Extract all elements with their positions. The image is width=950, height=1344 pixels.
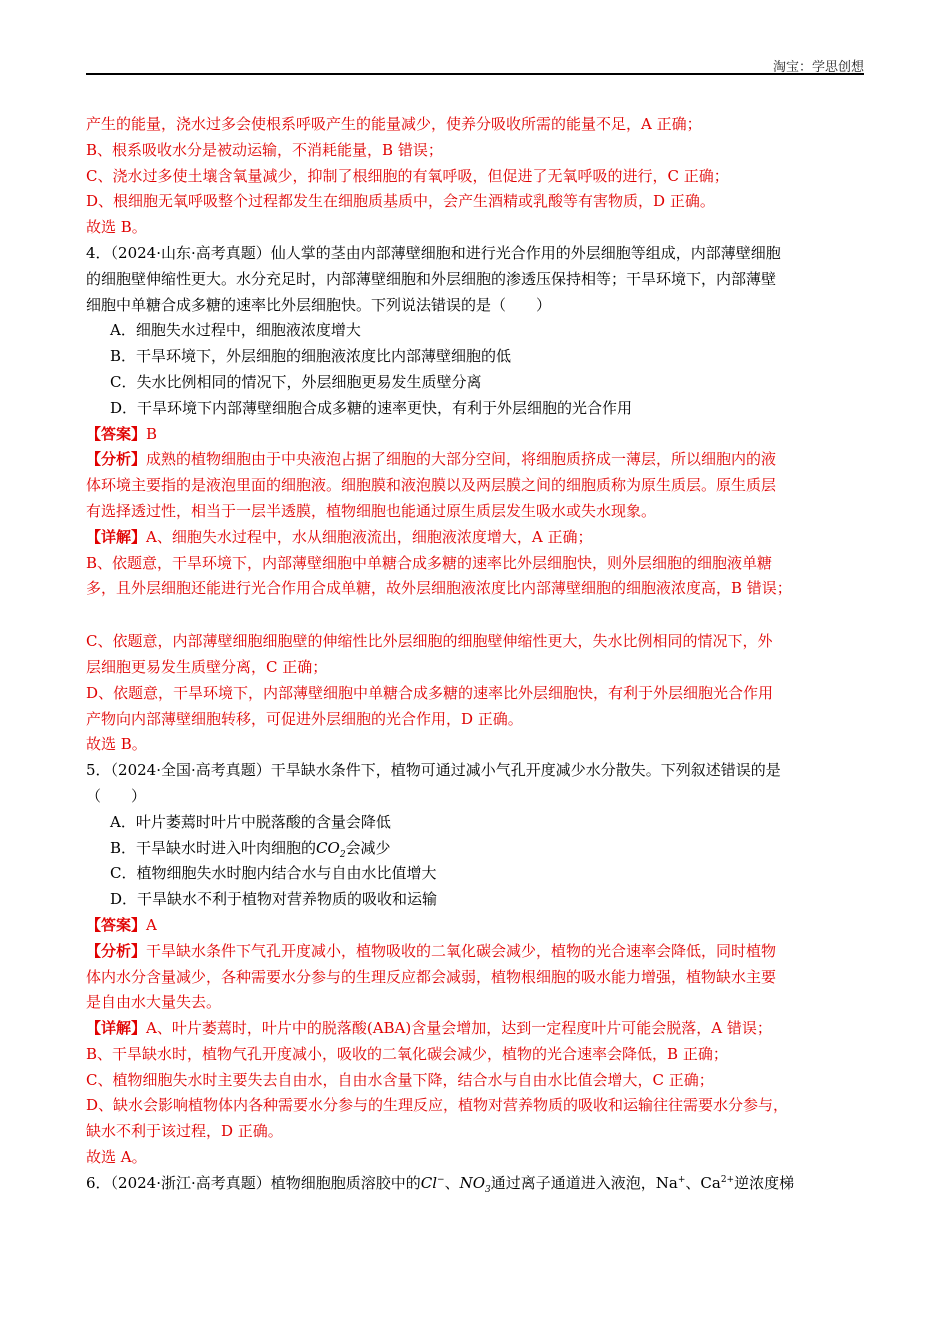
chloride-ion	[421, 1174, 445, 1192]
q4-detail-line: 多，且外层细胞还能进行光合作用合成单糖，故外层细胞液浓度比内部薄壁细胞的细胞液浓度高，B 错误；	[86, 579, 792, 598]
option-text: B．干旱缺水时进入叶肉细胞的	[110, 838, 317, 857]
stem-text: 、Ca	[685, 1173, 721, 1192]
q5-option-a: A．叶片萎蔫时叶片中脱落酸的含量会降低	[110, 812, 391, 831]
q4-option-c: C．失水比例相同的情况下，外层细胞更易发生质壁分离	[110, 372, 482, 391]
q4-detail-line: C、依题意，内部薄壁细胞细胞壁的伸缩性比外层细胞的细胞壁伸缩性更大，失水比例相同的情况下，外	[86, 632, 773, 651]
q3-conclusion: 故选 B。	[86, 218, 147, 237]
header-source: 淘宝：学思创想	[772, 60, 864, 75]
q5-option-b	[86, 836, 864, 862]
analysis-tag: 【分析】	[86, 941, 147, 960]
q4-stem-line: 的细胞壁伸缩性更大。水分充足时，内部薄壁细胞和外层细胞的渗透压保持相等；干旱环境下，内部薄壁	[86, 269, 777, 288]
formula-text: CO	[316, 838, 340, 857]
ion-text: NO	[459, 1173, 486, 1192]
analysis-text: 干旱缺水条件下气孔开度减小，植物吸收的二氧化碳会减少，植物的光合速率会降低，同时植物	[146, 941, 777, 960]
q4-analysis-line	[86, 447, 864, 473]
q6-stem-line	[86, 1171, 864, 1197]
ion-charge: −	[437, 1174, 445, 1185]
blank-line	[86, 602, 864, 629]
q3-explanation-line: 产生的能量，浇水过多会使根系呼吸产生的能量减少，使养分吸收所需的能量不足，A 正确；	[86, 115, 702, 133]
q5-answer	[86, 913, 864, 939]
stem-text: 6．（2024·浙江·高考真题）植物细胞胞质溶胶中的	[86, 1173, 421, 1192]
stem-text: 通过离子通道进入液泡，Na	[490, 1173, 678, 1192]
answer-value: A	[146, 915, 157, 934]
q5-detail-line: C、植物细胞失水时主要失去自由水，自由水含量下降，结合水与自由水比值会增大，C 正确；	[86, 1070, 714, 1089]
q5-stem-line: 5．（2024·全国·高考真题）干旱缺水条件下，植物可通过减小气孔开度减少水分散失。下列叙述错误的是	[86, 761, 781, 780]
co2-formula	[316, 838, 346, 860]
q5-analysis-line	[86, 939, 864, 965]
q4-detail-line: 层细胞更易发生质壁分离，C 正确；	[86, 657, 328, 676]
q4-stem-line: 4．（2024·山东·高考真题）仙人掌的茎由内部薄壁细胞和进行光合作用的外层细胞等组成，内部薄壁细胞	[86, 243, 781, 262]
q5-detail-line: B、干旱缺水时，植物气孔开度减小，吸收的二氧化碳会减少，植物的光合速率会降低，B 正确；	[86, 1044, 728, 1063]
q3-detail-c: C、浇水过多使土壤含氧量减少，抑制了根细胞的有氧呼吸，但促进了无氧呼吸的进行，C 正确；	[86, 166, 729, 185]
answer-tag: 【答案】	[86, 915, 147, 934]
q5-analysis-line: 体内水分含量减少，各种需要水分参与的生理反应都会减弱，植物根细胞的吸水能力增强，植物缺水主要	[86, 967, 777, 986]
formula-subscript: 2	[339, 849, 346, 860]
ion-charge: +	[677, 1174, 686, 1185]
q4-option-b: B．干旱环境下，外层细胞的细胞液浓度比内部薄壁细胞的低	[110, 347, 512, 366]
answer-tag: 【答案】	[86, 424, 147, 443]
q5-stem-line: （ ）	[86, 786, 147, 805]
q5-detail-line: D、缺水会影响植物体内各种需要水分参与的生理反应，植物对营养物质的吸收和运输往往需要水分参与，	[86, 1096, 789, 1115]
q4-detail-line: D、依题意，干旱环境下，内部薄壁细胞中单糖合成多糖的速率比外层细胞快，有利于外层细胞光合作用	[86, 683, 774, 702]
analysis-tag: 【分析】	[86, 450, 147, 469]
detail-text: A、叶片萎蔫时，叶片中的脱落酸(ABA)含量会增加，达到一定程度叶片可能会脱落，A 错误；	[146, 1019, 772, 1038]
q5-detail-line: 缺水不利于该过程，D 正确。	[86, 1122, 283, 1141]
q4-stem-line: 细胞中单糖合成多糖的速率比外层细胞快。下列说法错误的是（ ）	[86, 295, 552, 314]
q5-detail-line	[86, 1016, 864, 1042]
q5-option-d: D．干旱缺水不利于植物对营养物质的吸收和运输	[110, 890, 438, 909]
answer-value: B	[146, 424, 158, 443]
q3-detail-b: B、根系吸收水分是被动运输，不消耗能量，B 错误；	[86, 140, 443, 159]
nitrate-ion	[459, 1173, 491, 1195]
q3-detail-d: D、根细胞无氧呼吸整个过程都发生在细胞质基质中，会产生酒精或乳酸等有害物质，D 正确。	[86, 192, 715, 211]
q5-analysis-line: 是自由水大量失去。	[86, 993, 222, 1012]
ion-charge: 2+	[720, 1174, 735, 1185]
q4-analysis-line: 体环境主要指的是液泡里面的细胞液。细胞膜和液泡膜以及两层膜之间的细胞质称为原生质层。原生质层	[86, 476, 777, 495]
detail-tag: 【详解】	[86, 527, 147, 546]
detail-tag: 【详解】	[86, 1019, 147, 1038]
detail-text: A、细胞失水过程中，水从细胞液流出，细胞液浓度增大，A 正确；	[146, 527, 593, 546]
ion-text: Cl	[420, 1173, 438, 1192]
header-rule	[86, 73, 864, 75]
q5-conclusion: 故选 A。	[86, 1148, 147, 1167]
q4-conclusion: 故选 B。	[86, 735, 147, 754]
q4-answer	[86, 422, 864, 448]
q4-option-d: D．干旱环境下内部薄壁细胞合成多糖的速率更快，有利于外层细胞的光合作用	[110, 398, 633, 417]
q4-detail-line: B、依题意，干旱环境下，内部薄壁细胞中单糖合成多糖的速率比外层细胞快，则外层细胞的细胞液单糖	[86, 553, 773, 572]
q4-detail-line	[86, 525, 864, 551]
q4-option-a: A．细胞失水过程中，细胞液浓度增大	[110, 321, 361, 340]
document-body	[86, 112, 864, 1197]
separator: 、	[444, 1173, 460, 1192]
option-text: 会减少	[345, 838, 391, 857]
q4-detail-line: 产物向内部薄壁细胞转移，可促进外层细胞的光合作用，D 正确。	[86, 709, 523, 728]
q5-option-c: C．植物细胞失水时胞内结合水与自由水比值增大	[110, 864, 437, 883]
stem-text: 逆浓度梯	[734, 1173, 795, 1192]
ion-subscript: 3	[485, 1184, 491, 1195]
analysis-text: 成熟的植物细胞由于中央液泡占据了细胞的大部分空间，将细胞质挤成一薄层，所以细胞内的液	[146, 450, 777, 469]
q4-analysis-line: 有选择透过性，相当于一层半透膜，植物细胞也能通过原生质层发生吸水或失水现象。	[86, 501, 657, 520]
